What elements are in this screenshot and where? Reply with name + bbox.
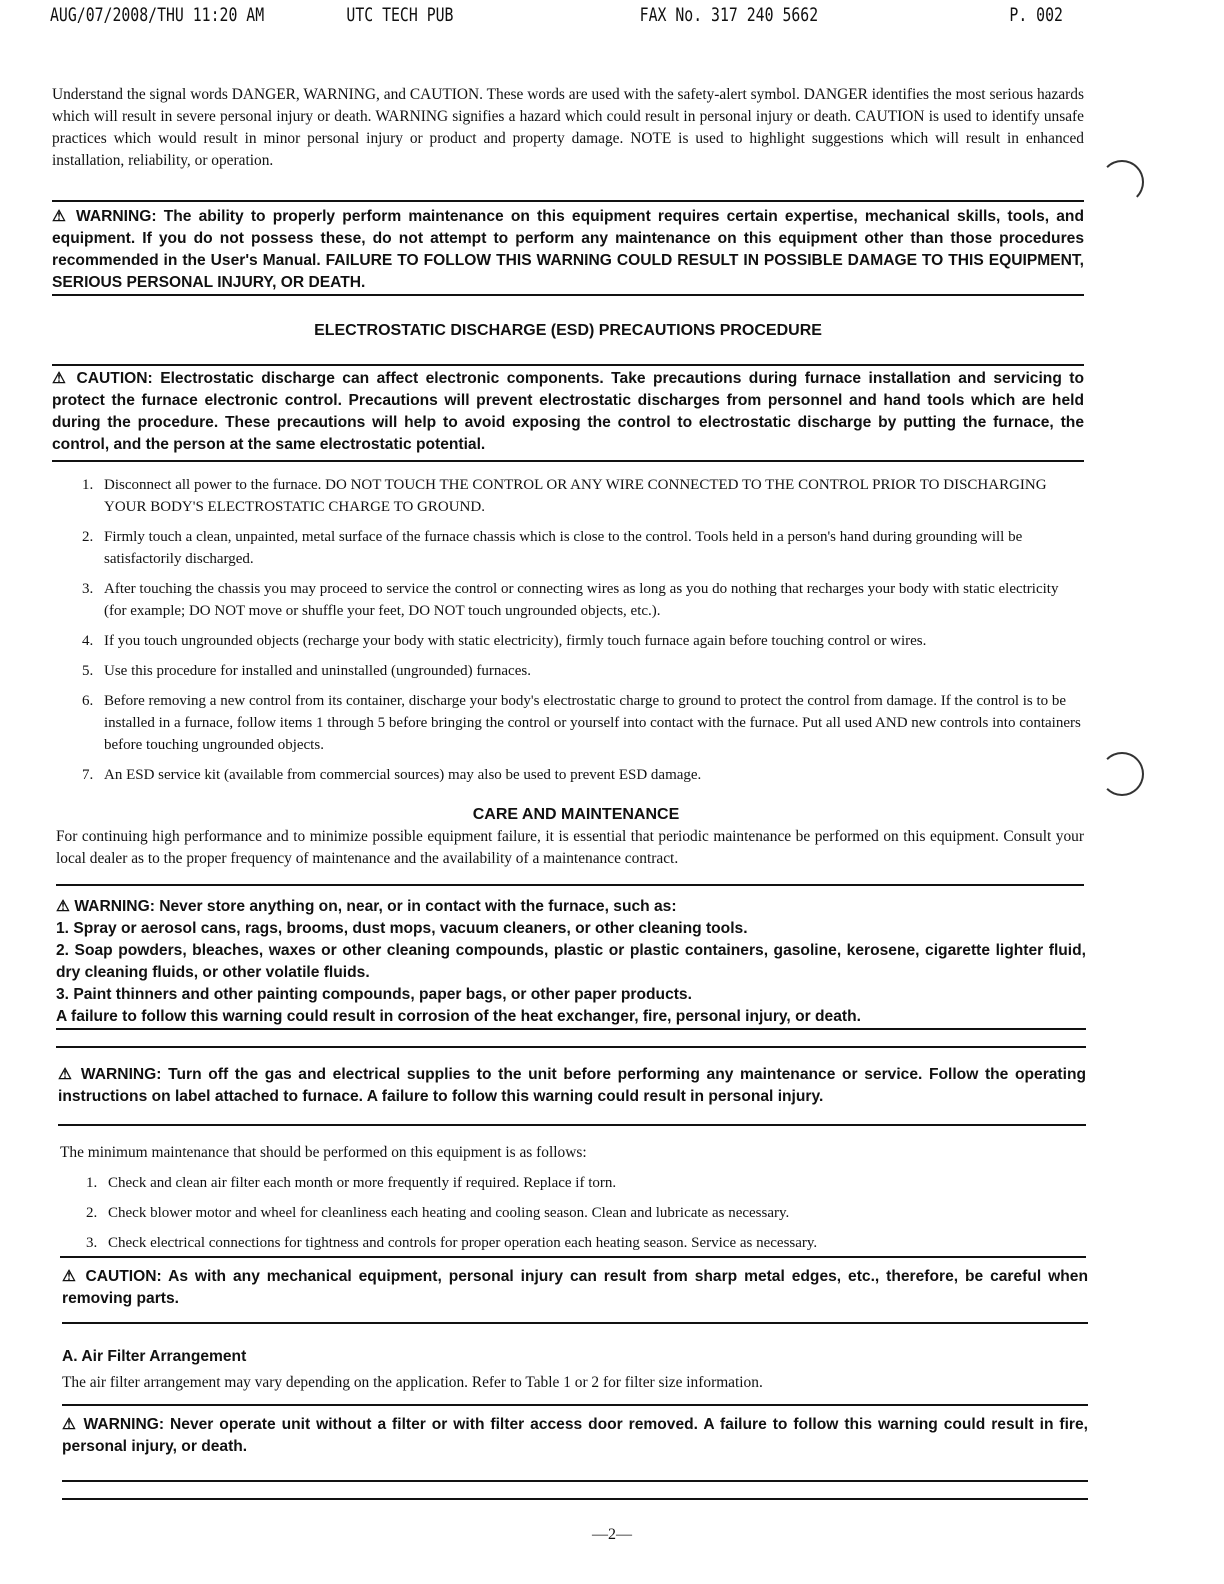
signal-words-intro: Understand the signal words DANGER, WARNING, and CAUTION. These words are used with the safety-alert symbol. DANGER identifies the most serious hazards which will result in severe personal injury or death. WARNING signifies a hazard which could result in personal injury or death. CAUTION is used to identify unsafe practices which would result in minor personal injury or product and property damage. NOTE is used to highlight suggestions which will result in enhanced installation, reliability, or operation. (52, 86, 1084, 169)
list-item (86, 1232, 1076, 1254)
divider (62, 1498, 1088, 1500)
list-item-number: 2. (86, 1205, 98, 1221)
divider (58, 1124, 1086, 1126)
alert-symbol-icon: ⚠ (62, 1416, 78, 1433)
punch-hole-mark (1100, 752, 1144, 796)
list-item-text: Check and clean air filter each month or more frequently if required. Replace if torn. (108, 1175, 617, 1191)
list-item (82, 660, 1082, 682)
min-maintenance-intro: The minimum maintenance that should be performed on this equipment is as follows: (60, 1144, 587, 1161)
list-item (82, 526, 1082, 570)
warning-label: WARNING: (75, 208, 157, 225)
care-intro: For continuing high performance and to minimize possible equipment failure, it is essential that periodic maintenance be performed on this equipment. Consult your local dealer as to the proper frequency of maintenance and the availability of a maintenance contract. (56, 828, 1084, 867)
list-item (82, 764, 1082, 786)
list-item-text: Check electrical connections for tightness and controls for proper operation each heating season. Service as necessary. (108, 1235, 818, 1251)
alert-symbol-icon: ⚠ (52, 370, 70, 387)
list-item-number: 3. (86, 1235, 98, 1251)
divider (52, 200, 1084, 202)
caution-label: CAUTION: (76, 370, 153, 387)
list-item (82, 578, 1082, 622)
care-heading: CARE AND MAINTENANCE (472, 806, 680, 823)
alert-symbol-icon: ⚠ (56, 898, 70, 915)
list-item-text: Check blower motor and wheel for cleanliness each heating and cooling season. Clean and lubricate as necessary. (108, 1205, 790, 1221)
fax-number: FAX No. 317 240 5662 (639, 4, 819, 26)
list-item-number: 6. (82, 693, 94, 709)
list-item-text: Disconnect all power to the furnace. DO NOT TOUCH THE CONTROL OR ANY WIRE CONNECTED TO THE CONTROL PRIOR TO DISCHARGING YOUR BODY'S ELECTROSTATIC CHARGE TO GROUND. (104, 477, 1047, 515)
warning-text: Never store anything on, near, or in contact with the furnace, such as: (159, 898, 677, 915)
min-maintenance-list (86, 1172, 1076, 1262)
list-item (82, 690, 1082, 756)
list-item-text: Before removing a new control from its container, discharge your body's electrostatic charge to ground to protect the control from damage. If the control is to be installed in a furnace, follow items 1 through 5 before bringing the control or yourself into contact with the furnace. Put all used AND new controls into containers before touching ungrounded objects. (104, 693, 1081, 753)
air-filter-warning (62, 1414, 1088, 1458)
caution-text: As with any mechanical equipment, personal injury can result from sharp metal edges, etc., therefore, be careful when removing parts. (62, 1268, 1088, 1307)
store-item: 1. Spray or aerosol cans, rags, brooms, dust mops, vacuum cleaners, or other cleaning tools. (56, 920, 748, 937)
fax-date-time: AUG/07/2008/THU 11:20 AM (50, 4, 265, 26)
air-filter-heading: A. Air Filter Arrangement (62, 1348, 247, 1365)
list-item-number: 4. (82, 633, 94, 649)
divider (52, 364, 1084, 366)
fax-sender: UTC TECH PUB (346, 4, 454, 26)
warning-label: WARNING: (83, 1416, 165, 1433)
air-filter-text: The air filter arrangement may vary depending on the application. Refer to Table 1 or 2 for filter size information. (62, 1374, 763, 1391)
list-item-number: 5. (82, 663, 94, 679)
esd-caution (52, 368, 1084, 456)
list-item (82, 630, 1082, 652)
warning-label: WARNING: (74, 898, 155, 915)
list-item (86, 1172, 1076, 1194)
warning-maintenance (52, 206, 1084, 294)
divider (62, 1480, 1088, 1482)
list-item-text: An ESD service kit (available from commercial sources) may also be used to prevent ESD damage. (104, 767, 702, 783)
fax-page: P. 002 (1009, 4, 1063, 26)
divider (56, 884, 1084, 886)
warning-text: Never operate unit without a filter or with filter access door removed. A failure to follow this warning could result in fire, personal injury, or death. (62, 1416, 1088, 1455)
alert-symbol-icon: ⚠ (52, 208, 69, 225)
caution-label: CAUTION: (85, 1268, 162, 1285)
esd-heading: ELECTROSTATIC DISCHARGE (ESD) PRECAUTIONS PROCEDURE (314, 322, 822, 339)
store-item: 3. Paint thinners and other painting compounds, paper bags, or other paper products. (56, 986, 692, 1003)
warning-footer: A failure to follow this warning could result in corrosion of the heat exchanger, fire, personal injury, or death. (56, 1008, 861, 1025)
list-item-number: 3. (82, 581, 94, 597)
list-item-number: 1. (82, 477, 94, 493)
list-item-text: If you touch ungrounded objects (recharge your body with static electricity), firmly touch furnace again before touching control or wires. (104, 633, 927, 649)
list-item-text: Firmly touch a clean, unpainted, metal surface of the furnace chassis which is close to the control. Tools held in a person's hand during grounding will be satisfactorily discharged. (104, 529, 1023, 567)
divider (60, 1256, 1086, 1258)
caution-text: Electrostatic discharge can affect electronic components. Take precautions during furnace installation and servicing to protect the furnace electronic control. Precautions will prevent electrostatic discharges from personnel and hand tools which are held during the procedure. These precautions will help to avoid exposing the control to electrostatic discharge by putting the furnace, the control, and the person at the same electrostatic potential. (52, 370, 1084, 453)
warning-power (58, 1064, 1086, 1108)
esd-steps-list (82, 474, 1082, 794)
alert-symbol-icon: ⚠ (58, 1066, 75, 1083)
divider (52, 460, 1084, 462)
alert-symbol-icon: ⚠ (62, 1268, 79, 1285)
caution-edges (62, 1266, 1088, 1310)
list-item (82, 474, 1082, 518)
warning-text: The ability to properly perform maintenance on this equipment requires certain expertise, mechanical skills, tools, and equipment. If you do not possess these, do not attempt to perform any maintenance on this equipment other than those procedures recommended in the User's Manual. FAILURE TO FOLLOW THIS WARNING COULD RESULT IN POSSIBLE DAMAGE TO THIS EQUIPMENT, SERIOUS PERSONAL INJURY, OR DEATH. (52, 208, 1084, 291)
list-item-text: Use this procedure for installed and uninstalled (ungrounded) furnaces. (104, 663, 531, 679)
list-item-number: 1. (86, 1175, 98, 1191)
list-item-number: 2. (82, 529, 94, 545)
list-item-text: After touching the chassis you may proceed to service the control or connecting wires as long as you do nothing that recharges your body with static electricity (for example; DO NOT move or shuffle your feet, DO NOT touch ungrounded objects, etc.). (104, 581, 1059, 619)
divider (52, 294, 1084, 296)
fax-header (50, 4, 1063, 30)
divider (56, 1028, 1086, 1030)
warning-store (56, 896, 1086, 1028)
divider (62, 1322, 1088, 1324)
divider (56, 1046, 1086, 1048)
punch-hole-mark (1100, 160, 1144, 204)
page-number: —2— (592, 1526, 632, 1543)
store-item: 2. Soap powders, bleaches, waxes or other cleaning compounds, plastic or plastic containers, gasoline, kerosene, cigarette lighter fluid, dry cleaning fluids, or other volatile fluids. (56, 942, 1086, 981)
list-item (86, 1202, 1076, 1224)
divider (62, 1404, 1088, 1406)
warning-label: WARNING: (80, 1066, 162, 1083)
warning-text: Turn off the gas and electrical supplies to the unit before performing any maintenance or service. Follow the operating instructions on label attached to furnace. A failure to follow this warning could result in personal injury. (58, 1066, 1087, 1105)
list-item-number: 7. (82, 767, 94, 783)
